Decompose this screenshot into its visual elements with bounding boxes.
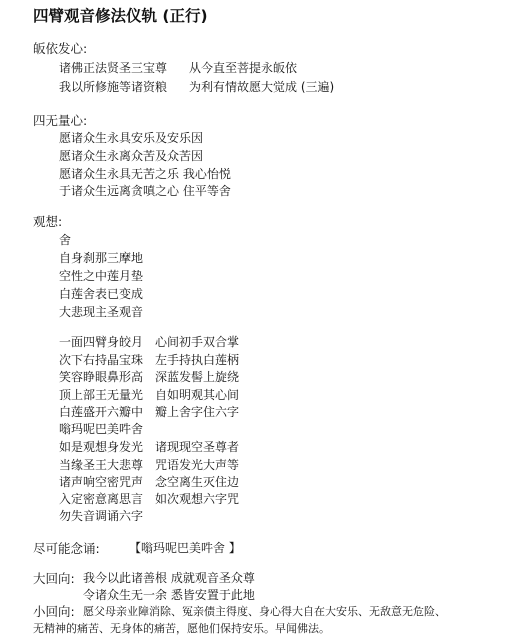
verse-9a: 诸声响空密咒声: [59, 475, 144, 489]
refuge-line-2b: 为利有情故愿大觉成 (三遍): [189, 80, 335, 94]
big-dedication-line-2: 令诸众生无一余 悉皆安置于此地: [83, 588, 255, 602]
verse-7a: 如是观想身发光: [59, 440, 144, 454]
document-title: 四臂观音修法仪轨 (正行): [33, 7, 208, 25]
verse-10a: 入定密意离思言: [59, 492, 144, 506]
visualization-intro-2: 自身刹那三摩地: [59, 251, 144, 265]
verse-2b: 左手持执白莲柄: [155, 353, 240, 367]
visualization-intro-3: 空性之中莲月垫: [59, 269, 144, 283]
refuge-heading: 皈依发心:: [33, 41, 88, 56]
refuge-line-1a: 诸佛正法贤圣三宝尊: [59, 61, 168, 75]
small-dedication-line-2: 无精神的痛苦、无身体的痛苦，愿他们保持安乐。早闻佛法。: [33, 622, 330, 635]
visualization-intro-4: 白莲舍表已变成: [59, 287, 144, 301]
verse-3a: 笑容睁眼鼻形高: [59, 370, 144, 384]
verse-6a: 嗡玛呢巴美吽舍: [59, 422, 144, 436]
visualization-intro-5: 大悲现主圣观音: [59, 305, 144, 319]
visualization-intro-1: 舍: [59, 233, 72, 247]
recite-label: 尽可能念诵:: [33, 541, 100, 556]
refuge-line-1b: 从今直至菩提永皈依: [189, 61, 298, 75]
verse-2a: 次下右持晶宝珠: [59, 353, 144, 367]
verse-8b: 咒语发光大声等: [155, 458, 240, 472]
verse-4b: 自如明观其心间: [155, 388, 240, 402]
visualization-heading: 观想:: [33, 214, 63, 229]
recite-mantra: 【嗡玛呢巴美吽舍 】: [129, 541, 241, 555]
big-dedication-label: 大回向:: [33, 571, 75, 586]
verse-4a: 顶上部王无量光: [59, 388, 144, 402]
verse-1a: 一面四臂身皎月: [59, 335, 144, 349]
verse-9b: 念空离生灭住边: [155, 475, 240, 489]
immeasurables-line-2: 愿诸众生永离众苦及众苦因: [59, 149, 204, 163]
immeasurables-line-1: 愿诸众生永具安乐及安乐因: [59, 131, 204, 145]
verse-10b: 如次观想六字咒: [155, 492, 240, 506]
verse-11a: 勿失音调诵六字: [59, 509, 144, 523]
verse-5a: 白莲盛开六瓣中: [59, 405, 144, 419]
verse-7b: 诸现现空圣尊者: [155, 440, 240, 454]
verse-3b: 深蓝发髻上旋绕: [155, 370, 240, 384]
refuge-line-2a: 我以所修施等诸资粮: [59, 80, 168, 94]
small-dedication-label: 小回向:: [33, 604, 75, 619]
big-dedication-line-1: 我今以此诸善根 成就观音圣众尊: [83, 571, 255, 585]
verse-5b: 瓣上舍字住六字: [155, 405, 240, 419]
immeasurables-heading: 四无量心:: [33, 113, 88, 128]
verse-8a: 当缘圣王大悲尊: [59, 458, 144, 472]
immeasurables-line-4: 于诸众生远离贪嗔之心 住平等舍: [59, 184, 231, 198]
small-dedication-line-1: 愿父母亲业障消除、冤亲债主得度、身心得大自在大安乐、无敌意无危险、: [83, 605, 446, 618]
verse-1b: 心间初手双合掌: [155, 335, 240, 349]
immeasurables-line-3: 愿诸众生永具无苦之乐 我心怡悦: [59, 167, 231, 181]
